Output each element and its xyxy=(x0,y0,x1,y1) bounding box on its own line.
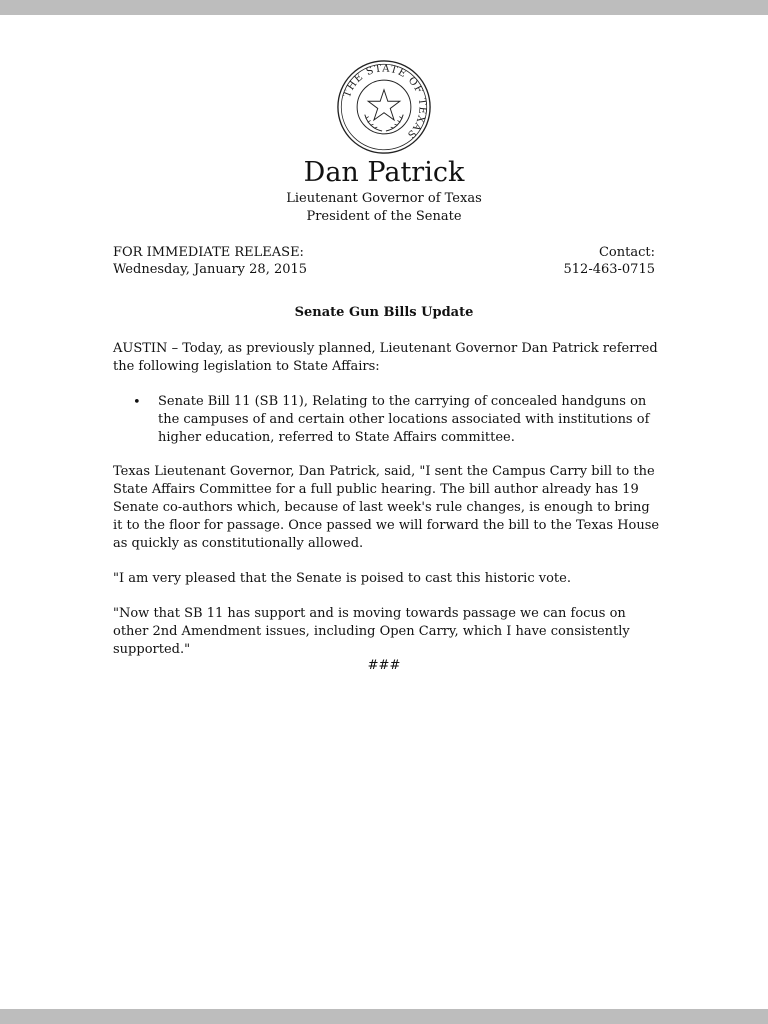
svg-text:THE STATE OF TEXAS xyxy=(342,63,428,140)
quote-paragraph-3: "Now that SB 11 has support and is moving towards passage we can focus on other 2nd Amendment issues, including Open Carry, which I have consistently supported." xyxy=(113,606,630,657)
release-date: Wednesday, January 28, 2015 xyxy=(113,262,308,277)
release-label: FOR IMMEDIATE RELEASE: xyxy=(113,245,304,260)
contact-phone: 512-463-0715 xyxy=(563,262,655,277)
seal-text: THE STATE OF TEXAS xyxy=(341,63,428,141)
bill-list-item: Senate Bill 11 (SB 11), Relating to the carrying of concealed handguns on the campuses of and certain other locations associated with institutions of higher education, referred to State Affairs committee. xyxy=(158,394,650,445)
intro-paragraph: AUSTIN – Today, as previously planned, Lieutenant Governor Dan Patrick referred the following legislation to State Affairs: xyxy=(113,341,658,374)
quote-paragraph-2: "I am very pleased that the Senate is poised to cast this historic vote. xyxy=(113,571,571,586)
contact-label: Contact: xyxy=(598,245,655,260)
top-border-bar xyxy=(0,0,768,15)
press-release-headline: Senate Gun Bills Update xyxy=(294,305,474,320)
official-role: President of the Senate xyxy=(306,209,462,224)
bottom-border-bar xyxy=(0,1009,768,1024)
bullet-marker: • xyxy=(133,395,141,410)
official-title: Lieutenant Governor of Texas xyxy=(286,191,482,206)
quote-paragraph-1: Texas Lieutenant Governor, Dan Patrick, said, "I sent the Campus Carry bill to the State Affairs Committee for a full public hearing. The bill author already has 19 Senate co-authors which, because of last week's rule changes, is enough to bring it to the floor for passage. Once passed we will forward the bill to the Texas House as quickly as constitutionally allowed. xyxy=(113,464,660,551)
texas-seal-logo xyxy=(336,59,432,155)
official-name: Dan Patrick xyxy=(303,157,465,188)
seal-graphic xyxy=(336,59,432,155)
end-of-release-mark: ### xyxy=(367,658,401,673)
